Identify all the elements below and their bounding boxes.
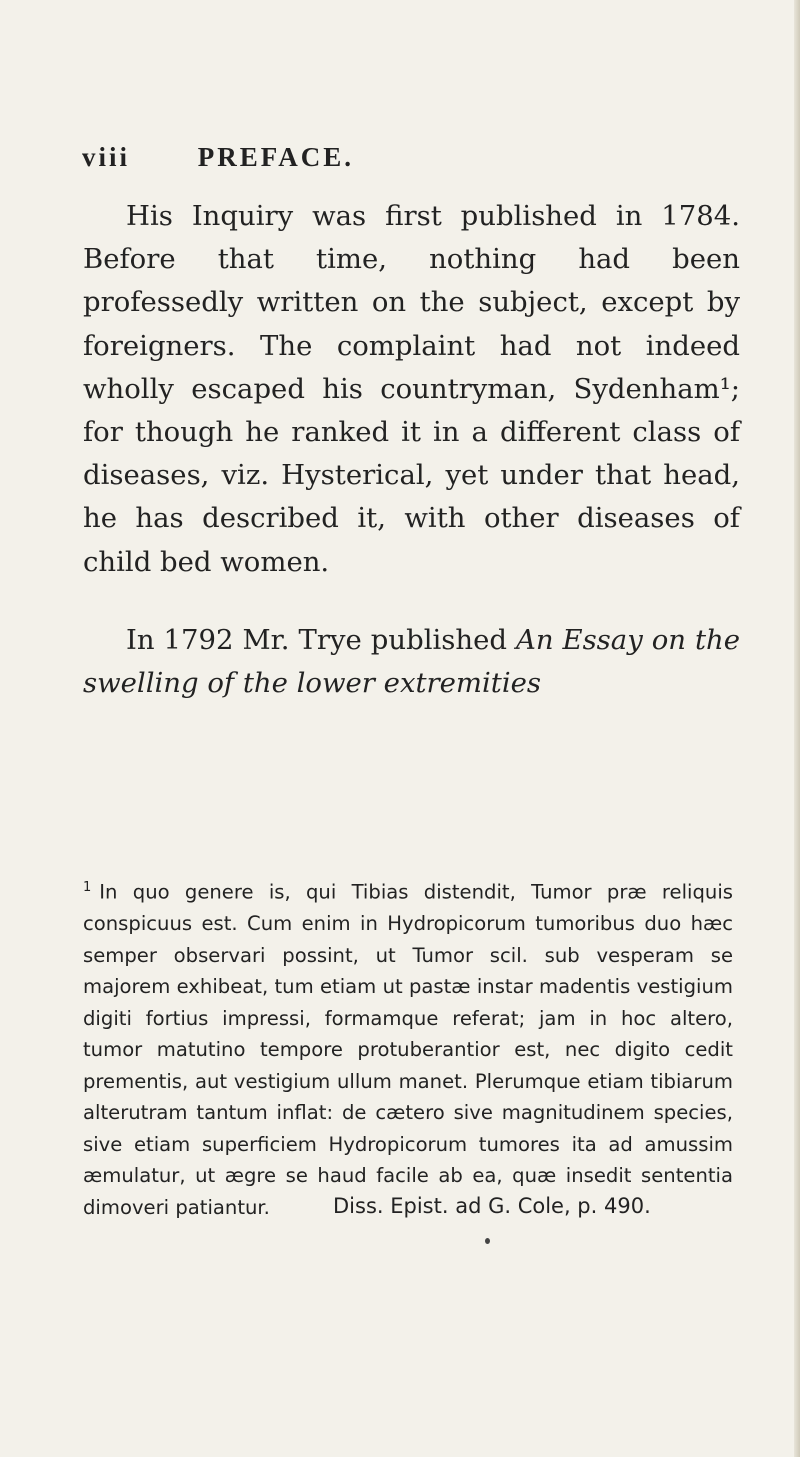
essay-title: An Essay on the swelling of the lower extremities xyxy=(83,623,740,700)
paragraph-2 xyxy=(83,619,740,705)
page-edge xyxy=(794,0,800,1457)
footnote xyxy=(83,872,733,1223)
footnote-text: In quo genere is, qui Tibias distendit, Tumor præ reliquis conspicuus est. Cum enim in Hydropicorum tumoribus duo hæc semper observari possint, ut Tumor scil. sub vesperam se majorem exhibeat, tum etiam ut pastæ instar madentis vestigium digiti fortius impressi, formamque referat; jam in hoc altero, tumor matutino tempore protuberantior est, nec digito cedit prementis, aut vestigium ullum manet. Plerumque etiam tibiarum alterutram tantum inflat: de cætero sive magnitudinem species, sive etiam superficiem Hydropicorum tumores ita ad amussim æmulatur, ut ægre se haud facile ab ea, quæ insedit sententia dimoveri patiantur. xyxy=(83,880,733,1219)
body-text xyxy=(83,195,740,705)
page-header xyxy=(82,142,742,173)
running-head: PREFACE. xyxy=(197,142,355,172)
page-number: viii xyxy=(82,142,131,172)
paragraph-2-lead: In 1792 Mr. Trye published xyxy=(126,623,516,656)
ink-mark xyxy=(485,1238,490,1244)
paragraph-1: His Inquiry was first published in 1784. Before that time, nothing had been professedly written on the subject, except by foreigners. The complaint had not indeed wholly escaped his countryman, Sydenham¹; for though he ranked it in a different class of diseases, viz. Hysterical, yet under that head, he has described it, with other diseases of child bed women. xyxy=(83,200,740,578)
footnote-marker: 1 xyxy=(83,880,92,895)
footnote-citation: Diss. Epist. ad G. Cole, p. 490. xyxy=(333,1194,651,1218)
